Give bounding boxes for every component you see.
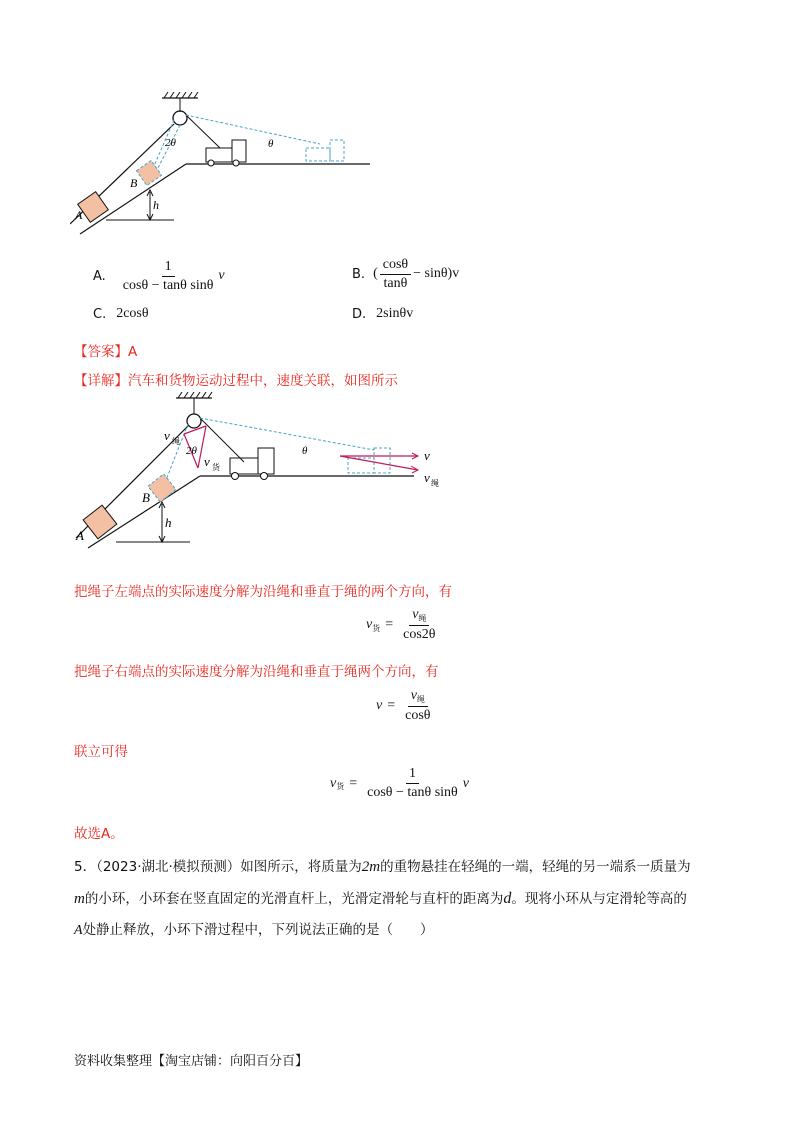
figure-2: [74, 392, 454, 552]
option-a-numerator: 1: [162, 259, 175, 277]
eq2-lhs: v: [376, 698, 383, 713]
explain-line: [74, 369, 398, 389]
question-text-1: 如图所示，将质量为: [240, 859, 362, 875]
option-b-label: B.: [352, 266, 366, 282]
option-c[interactable]: [93, 306, 149, 322]
option-c-expr: 2cosθ: [116, 306, 149, 321]
option-c-label: C.: [93, 306, 107, 322]
footer: 资料收集整理【淘宝店铺：向阳百分百】: [74, 1054, 309, 1069]
question-text-1b: 的重物悬挂在轻绳的一端，轻绳的另一端系一质量为: [380, 859, 691, 875]
fig2-v-car: v: [424, 448, 430, 463]
mass-m: m: [74, 891, 85, 907]
answer-line: 【答案】A: [74, 344, 138, 360]
equation-2: [376, 688, 436, 724]
question-text-2b: 。现将小环从与定滑轮等高的: [511, 891, 687, 907]
conclusion: 故选A。: [74, 826, 124, 842]
label-a: A: [75, 208, 83, 222]
fig2-v-cargo-sub: 货: [212, 463, 220, 472]
label-b: B: [130, 176, 138, 190]
eq1-num-sub: 绳: [418, 614, 427, 623]
fig2-label-b: B: [142, 490, 150, 505]
figure-1: [70, 92, 380, 237]
equation-3: [330, 766, 469, 801]
option-a[interactable]: [93, 258, 225, 294]
fig2-v-cargo: v: [204, 454, 210, 469]
mass-2m: 2m: [361, 859, 381, 875]
option-d[interactable]: [352, 306, 413, 322]
option-a-denominator: cosθ − tanθ sinθ: [122, 277, 214, 293]
fig2-label-theta: θ: [302, 445, 308, 457]
eq1-lhs: v: [366, 617, 373, 632]
eq2-den: cosθ: [405, 708, 431, 723]
explain-text: 汽车和货物运动过程中，速度关联，如图所示: [128, 373, 398, 389]
step-2: 把绳子右端点的实际速度分解为沿绳和垂直于绳两个方向，有: [74, 664, 439, 680]
option-b-open: (: [373, 266, 378, 281]
question-number: 5．: [74, 859, 97, 875]
question-source: （2023·湖北·模拟预测）: [96, 859, 241, 875]
question-5-line-3: [74, 915, 734, 946]
equation-1: [366, 607, 441, 643]
eq2-eq: =: [387, 698, 396, 713]
eq1-den: cos2θ: [403, 627, 436, 642]
fig2-label-h: h: [165, 515, 172, 530]
option-b-denominator: tanθ: [383, 275, 408, 291]
step-1: 把绳子左端点的实际速度分解为沿绳和垂直于绳的两个方向，有: [74, 584, 452, 600]
eq3-tail: v: [462, 775, 469, 791]
option-b-tail: − sinθ)v: [413, 266, 460, 281]
question-text-2: 的小环，小环套在竖直固定的光滑直杆上，光滑定滑轮与直杆的距离为: [84, 891, 504, 907]
option-d-label: D.: [352, 306, 367, 322]
option-b[interactable]: [352, 254, 459, 294]
question-text-3: 处静止释放，小环下滑过程中，下列说法正确的是（ ）: [82, 922, 434, 938]
fig2-v-rope-sub: 绳: [172, 437, 180, 446]
eq3-num: 1: [406, 766, 419, 784]
step-3: 联立可得: [74, 744, 128, 760]
option-b-numerator: cosθ: [380, 257, 411, 275]
fig2-label-2theta: 2θ: [186, 445, 197, 457]
fig2-v-car2-sub: 绳: [431, 479, 439, 488]
eq1-num: v: [412, 607, 419, 622]
option-d-expr: 2sinθv: [376, 306, 414, 321]
eq3-den: cosθ − tanθ sinθ: [367, 785, 458, 800]
question-5-line-2: [74, 883, 734, 915]
eq3-eq: =: [349, 775, 358, 791]
explain-heading: 【详解】: [74, 373, 128, 389]
fig2-label-a: A: [76, 528, 84, 543]
label-h: h: [153, 198, 159, 212]
option-a-label: A.: [93, 268, 106, 284]
label-theta: θ: [268, 138, 274, 150]
eq2-num: v: [410, 688, 417, 703]
question-5: [74, 852, 734, 946]
question-5-line-1: [74, 852, 734, 883]
fig2-v-rope: v: [164, 428, 170, 443]
distance-d: d: [503, 890, 512, 907]
eq3-lhs: v: [330, 775, 337, 791]
label-2theta: 2θ: [165, 137, 176, 149]
fig2-v-car2: v: [424, 470, 430, 485]
eq2-num-sub: 绳: [416, 695, 425, 704]
option-a-tail: v: [218, 268, 225, 283]
eq3-lhs-sub: 货: [336, 782, 345, 791]
eq1-eq: =: [385, 617, 394, 632]
point-a: A: [74, 923, 83, 938]
eq1-lhs-sub: 货: [372, 623, 381, 633]
